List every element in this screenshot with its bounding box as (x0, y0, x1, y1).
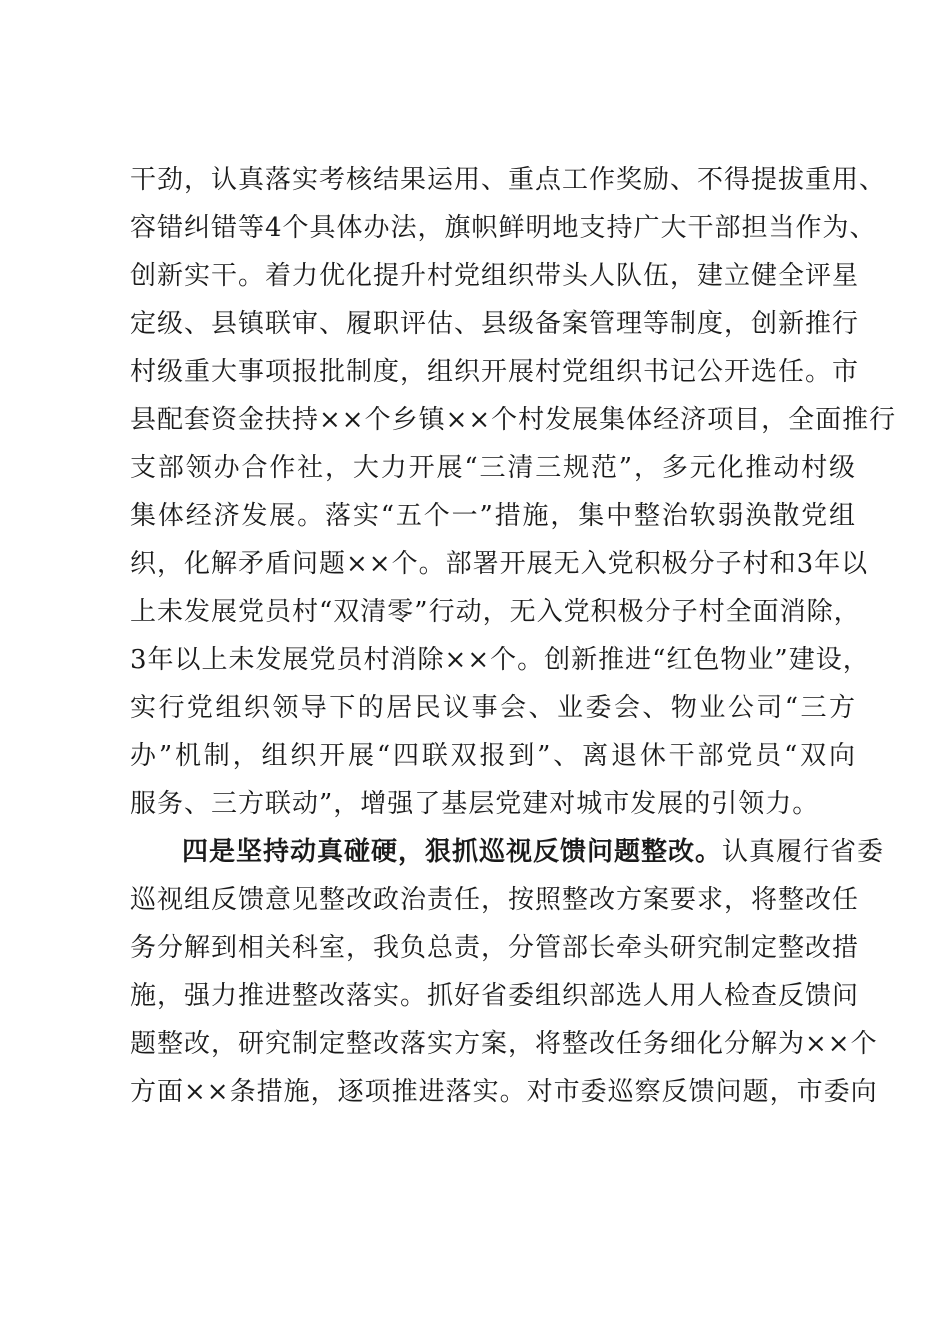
text-line: 3年以上未发展党员村消除××个。创新推进“红色物业”建设， (130, 645, 870, 675)
text-line: 村级重大事项报批制度，组织开展村党组织书记公开选任。市 (130, 357, 860, 387)
text-line: 务分解到相关科室，我负总责，分管部长牵头研究制定整改措 (130, 933, 860, 963)
text-line: 干劲，认真落实考核结果运用、重点工作奖励、不得提拔重用、 (130, 165, 887, 195)
text-line: 施，强力推进整改落实。抓好省委组织部选人用人检查反馈问 (130, 981, 860, 1011)
text-line: 定级、县镇联审、履职评估、县级备案管理等制度，创新推行 (130, 309, 860, 339)
text-line: 题整改，研究制定整改落实方案，将整改任务细化分解为××个 (130, 1029, 878, 1059)
text-line: 方面××条措施，逐项推进落实。对市委巡察反馈问题，市委向 (130, 1077, 878, 1107)
text-line: 支部领办合作社，大力开展“三清三规范”，多元化推动村级 (130, 453, 856, 483)
text-line: 县配套资金扶持××个乡镇××个村发展集体经济项目，全面推行 (130, 405, 897, 435)
text-line: 办”机制，组织开展“四联双报到”、离退休干部党员“双向 (130, 741, 856, 771)
text-line: 创新实干。着力优化提升村党组织带头人队伍，建立健全评星 (130, 261, 860, 291)
paragraph-heading: 四是坚持动真碰硬，狠抓巡视反馈问题整改。 (182, 837, 723, 867)
paragraph-heading-line (182, 830, 885, 874)
text-line: 织，化解矛盾问题××个。部署开展无入党积极分子村和3年以 (130, 549, 869, 579)
text-line: 上未发展党员村“双清零”行动，无入党积极分子村全面消除， (130, 597, 861, 627)
text-line: 集体经济发展。落实“五个一”措施，集中整治软弱涣散党组 (130, 501, 856, 531)
paragraph-heading-rest: 认真履行省委 (722, 837, 885, 867)
text-line: 容错纠错等4个具体办法，旗帜鲜明地支持广大干部担当作为、 (130, 213, 877, 243)
text-line: 实行党组织领导下的居民议事会、业委会、物业公司“三方 (130, 693, 856, 723)
text-line: 服务、三方联动”，增强了基层党建对城市发展的引领力。 (130, 789, 820, 819)
text-line: 巡视组反馈意见整改政治责任，按照整改方案要求，将整改任 (130, 885, 860, 915)
